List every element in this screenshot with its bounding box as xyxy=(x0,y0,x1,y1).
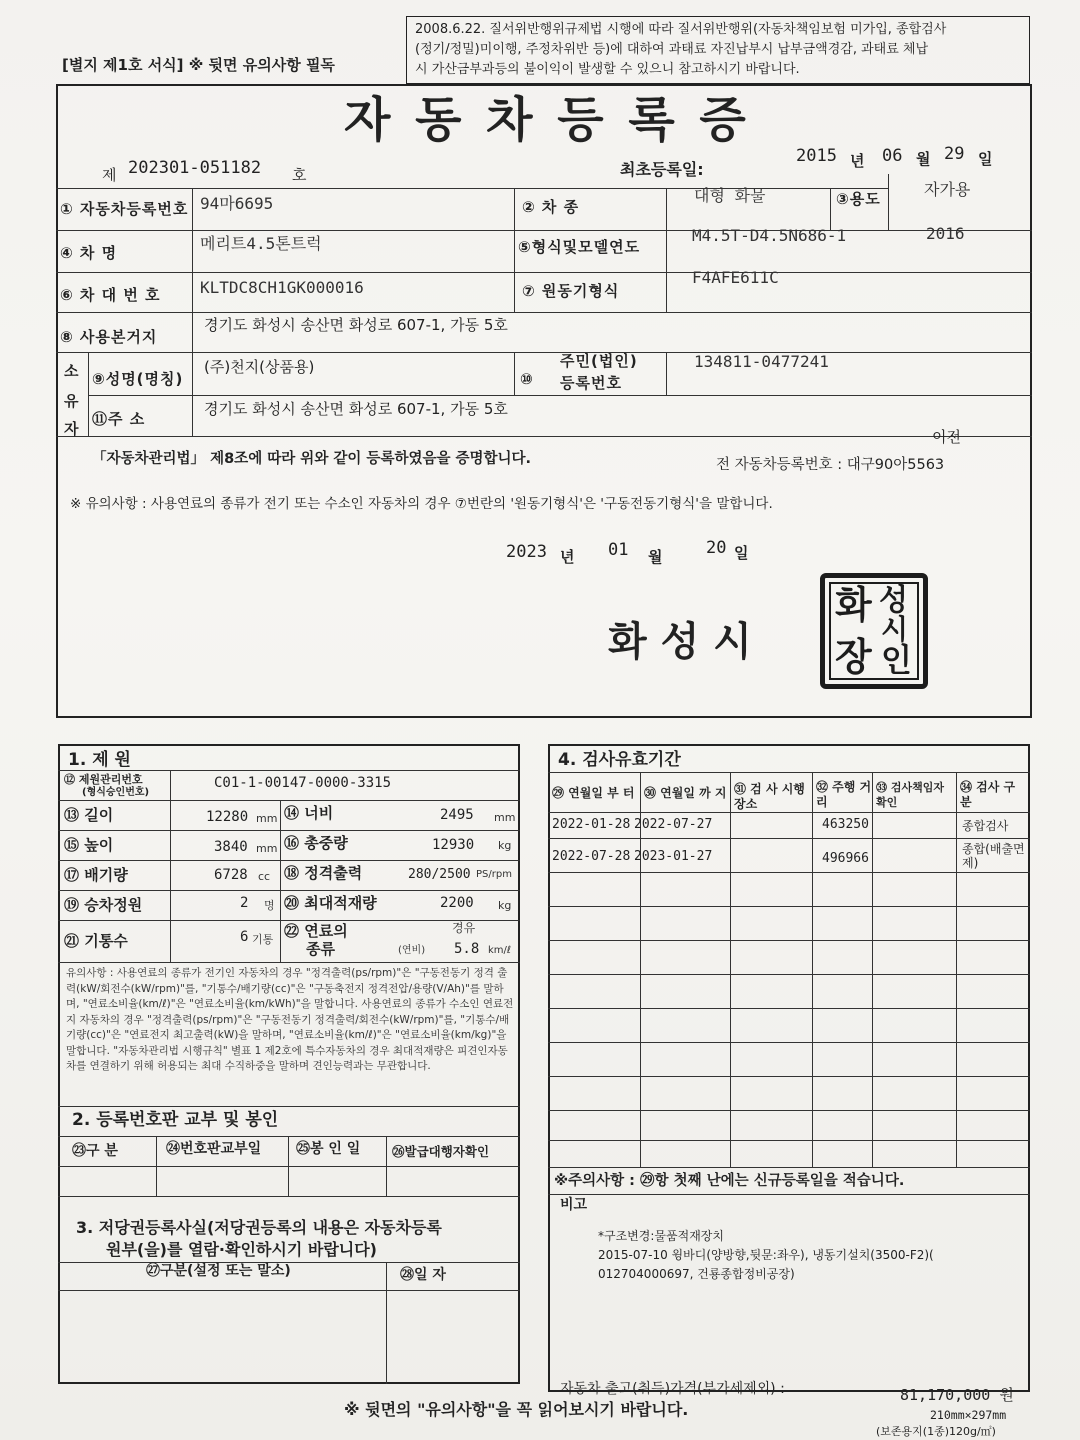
engine-value: F4AFE611C xyxy=(692,268,779,287)
owner-side-1: 소 xyxy=(64,362,80,380)
insp-col-to: ㉚ 연월일 까 지 xyxy=(644,786,727,800)
footer-notice: ※ 뒷면의 "유의사항"을 꼭 읽어보시기 바랍니다. xyxy=(344,1400,689,1419)
day-label: 일 xyxy=(978,150,993,168)
document-title: 자 동 차 등 록 증 xyxy=(344,92,750,148)
gross-label: ⑯ 총중량 xyxy=(284,834,348,852)
owner-id-label-2: 등록번호 xyxy=(560,374,622,392)
name-label: ④ 차 명 xyxy=(60,244,118,262)
remarks-line-1: *구조변경:물품적재장치 xyxy=(598,1229,724,1243)
mortgage-title-2: 원부(을)를 열람·확인하시기 바랍니다) xyxy=(106,1240,377,1259)
eff-value: 5.8 xyxy=(454,941,480,957)
cert-number: 202301-051182 xyxy=(128,158,262,178)
plate-col-kind: ㉓구 분 xyxy=(72,1143,118,1159)
vin-value: KLTDC8CH1GK000016 xyxy=(200,278,364,297)
insp-row-1-to: 2022-07-27 xyxy=(634,817,713,832)
inspection-panel xyxy=(548,744,1030,1392)
inspection-title: 4. 검사유효기간 xyxy=(558,750,681,770)
top-notice-box xyxy=(406,16,1030,84)
reg-no-label: ① 자동차등록번호 xyxy=(60,200,189,218)
owner-id-value: 134811-0477241 xyxy=(694,352,829,371)
remarks-line-2: 2015-07-10 윙바디(양방향,뒷문:좌우), 냉동기설치(3500-F2)( xyxy=(598,1248,934,1262)
width-label: ⑭ 너비 xyxy=(284,804,334,822)
inspection-notice: ※주의사항 : ㉙항 첫째 난에는 신규등록일을 적습니다. xyxy=(554,1173,905,1189)
insp-row-1-kind: 종합검사 xyxy=(962,819,1009,833)
paper-size: 210mm×297mm xyxy=(930,1408,1007,1422)
month-label: 월 xyxy=(916,150,931,168)
plate-title: 2. 등록번호판 교부 및 봉인 xyxy=(72,1110,279,1130)
paper-type: (보존용지(1종)120g/㎡) xyxy=(876,1425,996,1438)
fuel-notice: ※ 유의사항 : 사용연료의 종류가 전기 또는 수소인 자동차의 경우 ⑦번란의 '원동기형식'은 '구동전동기형식'을 말합니다. xyxy=(70,496,773,512)
fuel-value: 경유 xyxy=(452,921,476,935)
issue-day-label: 일 xyxy=(734,544,749,562)
remarks-label: 비고 xyxy=(560,1197,588,1213)
first-reg-month: 06 xyxy=(882,146,903,166)
disp-label: ⑰ 배기량 xyxy=(64,866,128,884)
top-notice-line-3: 시 가산금부과등의 불이익이 발생할 수 있으니 참고하시기 바랍니다. xyxy=(415,62,800,77)
issue-year: 2023 xyxy=(506,542,547,562)
cert-no-suffix: 호 xyxy=(292,166,307,184)
issuer-name: 화 성 시 xyxy=(608,618,752,665)
fuel-label-2: 종류 xyxy=(306,940,335,958)
insp-row-2-km: 496966 xyxy=(822,851,869,866)
model-label: ⑤형식및모델연도 xyxy=(518,238,641,256)
issue-month: 01 xyxy=(608,540,629,560)
insp-row-2-to: 2023-01-27 xyxy=(634,849,713,864)
fuel-label-1: ㉒ 연료의 xyxy=(284,922,348,940)
top-notice-line-1: 2008.6.22. 질서위반행위규제법 시행에 따라 질서위반행위(자동차책임보험 미가입, 종합검사 xyxy=(415,22,947,37)
reg-no-value: 94마6695 xyxy=(200,194,274,213)
engine-label: ⑦ 원동기형식 xyxy=(522,282,620,300)
official-seal: 화 성 시 장 인 xyxy=(820,573,928,689)
vin-label: ⑥ 차 대 번 호 xyxy=(60,286,161,304)
remarks-line-3: 012704000697, 건룡종합정비공장) xyxy=(598,1267,795,1281)
issue-month-label: 월 xyxy=(648,548,663,566)
insp-row-2-kind: 종합(배출면제) xyxy=(962,842,1025,870)
length-label: ⑬ 길이 xyxy=(64,806,114,824)
insp-col-resp: ㉝ 검사책임자 확인 xyxy=(876,781,944,809)
use-value: 자가용 xyxy=(924,180,971,199)
law-statement: 「자동차관리법」 제8조에 따라 위와 같이 등록하였음을 증명합니다. xyxy=(92,451,532,467)
mortgage-col-date: ㉘일 자 xyxy=(400,1267,446,1283)
use-label: ③용도 xyxy=(836,190,881,208)
type-value: 대형 화물 xyxy=(694,186,766,205)
insp-col-km: ㉜ 주행 거리 xyxy=(816,780,872,809)
certificate-paper: [별지 제1호 서식] ※ 뒷면 유의사항 필독 2008.6.22. 질서위반행위규제법 시행에 따라 질서위반행위(자동차책임보험 미가입, 종합검사 (정기/정밀)미이행, 주정차위반 등)에 대하여 과태료 자진납부시 납부금액경감, 과태료 체납 시 가산금부과등의 불이익이 발생할 수 있으니 참고하시기 바랍니다. 자 동 차 등 록 증 제 202301-051182 호 최초등록일: 2015 년 06 월 29 일 ① 자동차등록번호 94마6695 ② 차 종 대형 화물 ③용도 자가용 ④ 차 명 메리트4.5톤트럭 ⑤형식및모델연도 M4.5T-D4.5N686-1 2016 ⑥ 차 대 번 호 KLTDC8CH1GK000016 ⑦ 원동기형식 F4AFE611C ⑧ 사용본거지 경기도 화성시 송산면 화성로 607-1, 가동 5호 소 유 자 ⑨성명(명칭) (주)천지(상품용) ⑩ 주민(법인) 등록번호 134811-0477241 ⑪주 소 경기도 화성시 송산면 화성로 607-1, 가동 5호 이전 「자동차관리법」 제8조에 따라 위와 같이 등록하였음을 증명합니다. 전 자동차등록번호 : 대구90아5563 ※ 유의사항 : 사용연료의 종류가 전기 또는 수소인 자동차의 경우 ⑦번란의 '원동기형식'은 '구동전동기형식'을 말합니다. 2023 년 01 월 20 일 화 성 시 화 성 시 장 인 1. 제 원 ⑫ 제원관리번호 (형식승인번호) C01-1-00147-0000-3315 ⑬ 길이 12280 mm ⑭ 너비 2495 mm ⑮ 높이 3840 mm ⑯ 총중량 12930 kg ⑰ 배기량 6728 cc ⑱ 정격출력 280/2500 PS/rpm ⑲ 승차정원 2 명 ⑳ 최대적재량 2200 kg ㉑ 기통수 6 기통 ㉒ 연료의 종류 경유 (연비) 5.8 km/ℓ 유의사항 : 사용연료의 종류가 전기인 자동차의 경우 "정격출력(ps/rpm)"은 "구동전동기 정격 출력(kW/회전수(kW/rpm)"를, "기통수/배기량(cc)"은 "구동축전지 정격전압/용량(V/Ah)"를 말하며, "연료소비율(km/ℓ)"은 "연료소비율(km/kWh)"을 말합니다. 사용연료의 종류가 수소인 연료전지 자동차의 경우 "정격출력(ps/rpm)"은 "구동전동기 정격출력/회전수(kW/rpm)"를, "기통수/배기량(cc)"은 "연료전지 최고출력(kW)을 말하며, "연료소비율(km/ℓ)"은 "연료소비율(km/kg)"을 말합니다. "자동차관리법 시행규칙" 별표 1 제2호에 특수자동차의 경우 최대적재량은 피견인자동차를 연결하기 위해 허용되는 최대 수직하중을 말하며 견인능력과는 무관합니다. 2. 등록번호판 교부 및 봉인 ㉓구 분 ㉔번호판교부일 ㉕봉 인 일 ㉖발급대행자확인 3. 저당권등록사실(저당권등록의 내용은 자동차등록 원부(을)를 열람·확인하시기 바랍니다) ㉗구분(설정 또는 말소) ㉘일 자 4. 검사유효기간 ㉙ 연월일 부 터 ㉚ 연월일 까 지 ㉛ 검 사 시행장소 ㉜ 주행 거리 ㉝ 검사책임자 확인 ㉞ 검사 구분 2022-01-28 2022-07-27 463250 종합검사 2022-07-28 2023-01-27 496966 종합(배출면제) ※주의사항 : ㉙항 첫째 난에는 신규등록일을 적습니다. 비고 *구조변경:물품적재장치 2015-07-10 윙바디(양방향,뒷문:좌우), 냉동기설치(3500-F2)( 012704000697, 건룡종합정비공장) 자동차 출고(취득)가격(부가세제외) : 81,170,000 원 ※ 뒷면의 "유의사항"을 꼭 읽어보시기 바랍니다. 210mm×297mm (보존용지(1종)120g/㎡) xyxy=(0,0,1080,1440)
base-value: 경기도 화성시 송산면 화성로 607-1, 가동 5호 xyxy=(204,316,508,334)
model-value: M4.5T-D4.5N686-1 xyxy=(692,226,847,245)
owner-side-3: 자 xyxy=(64,420,80,438)
seats-value: 2 xyxy=(240,895,249,911)
mgmt-number: C01-1-00147-0000-3315 xyxy=(214,775,392,791)
load-label: ⑳ 최대적재량 xyxy=(284,894,377,912)
issue-year-label: 년 xyxy=(560,548,575,566)
power-value: 280/2500 xyxy=(408,867,471,882)
insp-col-kind: ㉞ 검사 구분 xyxy=(960,780,1016,809)
owner-id-prefix: ⑩ xyxy=(520,370,534,388)
width-value: 2495 xyxy=(440,807,474,823)
form-label: [별지 제1호 서식] ※ 뒷면 유의사항 필독 xyxy=(62,56,335,74)
seats-label: ⑲ 승차정원 xyxy=(64,896,143,914)
insp-row-1-km: 463250 xyxy=(822,817,869,832)
owner-name-value: (주)천지(상품용) xyxy=(204,358,315,376)
plate-col-agent: ㉖발급대행자확인 xyxy=(392,1144,490,1159)
year-label: 년 xyxy=(850,152,865,170)
power-label: ⑱ 정격출력 xyxy=(284,864,363,882)
plate-col-seal: ㉕봉 인 일 xyxy=(296,1141,361,1157)
plate-col-issue: ㉔번호판교부일 xyxy=(166,1141,262,1157)
cyl-label: ㉑ 기통수 xyxy=(64,932,128,950)
base-label: ⑧ 사용본거지 xyxy=(60,328,158,346)
owner-name-label: ⑨성명(명칭) xyxy=(92,370,184,388)
issue-day: 20 xyxy=(706,538,727,558)
first-reg-label: 최초등록일: xyxy=(620,160,704,179)
mgmt-label-2: (형식승인번호) xyxy=(82,787,150,798)
price-label: 자동차 출고(취득)가격(부가세제외) : xyxy=(560,1381,785,1397)
top-notice-line-2: (정기/정밀)미이행, 주정차위반 등)에 대하여 과태료 자진납부시 납부금액경감, 과태료 체납 xyxy=(415,42,929,57)
mortgage-col-kind: ㉗구분(설정 또는 말소) xyxy=(146,1263,291,1279)
mgmt-label-1: ⑫ 제원관리번호 xyxy=(64,773,143,786)
price-value: 81,170,000 원 xyxy=(900,1386,1014,1404)
cyl-value: 6 xyxy=(240,929,249,945)
prev-reg-no: 전 자동차등록번호 : 대구90아5563 xyxy=(716,457,945,473)
insp-row-1-from: 2022-01-28 xyxy=(552,817,631,832)
height-label: ⑮ 높이 xyxy=(64,836,114,854)
height-value: 3840 xyxy=(214,839,248,855)
model-year-value: 2016 xyxy=(926,224,965,243)
cert-no-prefix: 제 xyxy=(102,166,117,184)
owner-id-label-1: 주민(법인) xyxy=(560,352,638,370)
owner-addr-label: ⑪주 소 xyxy=(92,410,146,428)
owner-side-2: 유 xyxy=(64,392,80,410)
load-value: 2200 xyxy=(440,895,474,911)
insp-row-2-from: 2022-07-28 xyxy=(552,849,631,864)
spec-notice: 유의사항 : 사용연료의 종류가 전기인 자동차의 경우 "정격출력(ps/rpm)"은 "구동전동기 정격 출력(kW/회전수(kW/rpm)"를, "기통수/배기량(cc)"은 "구동축전지 정격전압/용량(V/Ah)"를 말하며, "연료소비율(km/ℓ)"은 "연료소비율(km/kWh)"을 말합니다. 사용연료의 종류가 수소인 연료전지 자동차의 경우 "정격출력(ps/rpm)"은 "구동전동기 정격출력/회전수(kW/rpm)"를, "기통수/배기량(cc)"은 "연료전지 최고출력(kW)을 말하며, "연료소비율(km/ℓ)"은 "연료소비율(km/kg)"을 말합니다. "자동차관리법 시행규칙" 별표 1 제2호에 특수자동차의 경우 최대적재량은 피견인자동차를 연결하기 위해 허용되는 최대 수직하중을 말하며 견인능력과는 무관합니다. xyxy=(66,967,514,1072)
insp-col-from: ㉙ 연월일 부 터 xyxy=(552,786,635,800)
type-label: ② 차 종 xyxy=(522,198,580,216)
transfer-label: 이전 xyxy=(932,428,961,446)
first-reg-year: 2015 xyxy=(796,146,837,166)
gross-value: 12930 xyxy=(432,837,475,853)
first-reg-day: 29 xyxy=(944,144,965,164)
length-value: 12280 xyxy=(206,809,249,825)
mortgage-title-1: 3. 저당권등록사실(저당권등록의 내용은 자동차등록 xyxy=(76,1218,442,1237)
spec-title: 1. 제 원 xyxy=(68,750,131,770)
insp-col-place: ㉛ 검 사 시행장소 xyxy=(734,782,805,811)
owner-addr-value: 경기도 화성시 송산면 화성로 607-1, 가동 5호 xyxy=(204,400,508,418)
name-value: 메리트4.5톤트럭 xyxy=(200,234,322,253)
disp-value: 6728 xyxy=(214,867,248,883)
